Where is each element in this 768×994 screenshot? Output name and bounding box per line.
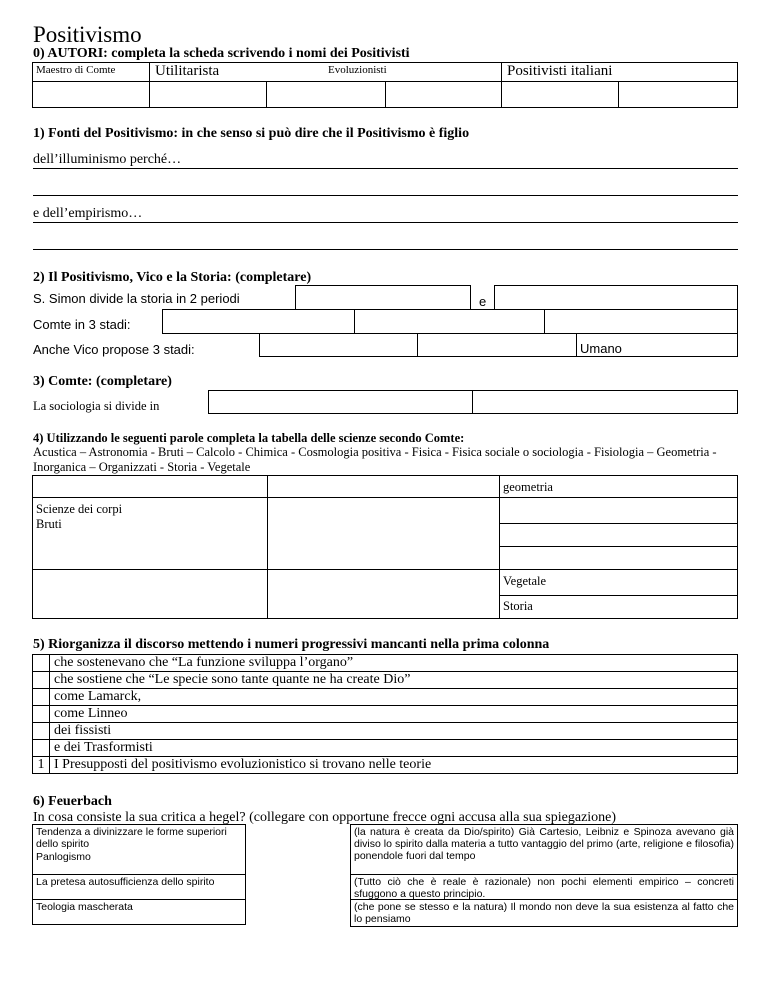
geometria-cell: geometria	[503, 480, 553, 494]
answer-cell-italiano-2[interactable]	[619, 82, 737, 107]
sociologia-part-2-box[interactable]	[472, 390, 738, 414]
sciences-table	[32, 475, 738, 619]
vico-stage-3-box	[576, 333, 738, 357]
empirismo-prompt: e dell’empirismo…	[33, 206, 143, 221]
answer-line[interactable]	[33, 168, 738, 169]
reorder-row	[33, 689, 738, 706]
answer-cell-maestro[interactable]	[33, 82, 149, 107]
simon-period-1-box[interactable]	[295, 285, 471, 310]
explanation-1[interactable]: (la natura è creata da Dio/spirito) Già Cartesio, Leibniz e Spinoza avevano già diviso lo spirito dalla materia a tutto vantaggio del primo (arte, religione e filosofia) ponendole fuori dal tempo	[354, 826, 734, 862]
reorder-row	[33, 706, 738, 723]
answer-cell-evoluzionista-1[interactable]	[267, 82, 385, 107]
accusation-box-3	[32, 874, 246, 900]
utilitarista-header: Utilitarista	[155, 63, 220, 79]
vico-label: Anche Vico propose 3 stadi:	[33, 342, 195, 357]
order-number-cell[interactable]	[33, 723, 50, 740]
section-1-heading: 1) Fonti del Positivismo: in che senso si può dire che il Positivismo è figlio	[33, 126, 470, 141]
statement-cell: come Lamarck,	[50, 689, 738, 706]
scienze-corpi-cell: Scienze dei corpi	[36, 502, 123, 516]
page-title: Positivismo	[33, 22, 142, 47]
evoluzionisti-header: Evoluzionisti	[328, 64, 387, 76]
accusation-2[interactable]: Panlogismo	[36, 851, 91, 863]
reorder-row	[33, 672, 738, 689]
statement-cell: e dei Trasformisti	[50, 740, 738, 757]
statement-cell: che sostiene che “Le specie sono tante quante ne ha create Dio”	[50, 672, 738, 689]
answer-line[interactable]	[33, 249, 738, 250]
section-2-heading: 2) Il Positivismo, Vico e la Storia: (completare)	[33, 270, 312, 285]
authors-table	[32, 62, 738, 108]
sociologia-part-1-box[interactable]	[208, 390, 473, 414]
reorder-table	[32, 654, 738, 774]
comte-stage-1-box[interactable]	[162, 309, 355, 334]
vico-stage-2-box[interactable]	[417, 333, 577, 357]
comte-stage-3-box[interactable]	[544, 309, 738, 334]
section-6-heading: 6) Feuerbach	[33, 794, 112, 809]
explanation-box-2	[350, 874, 738, 927]
sociologia-label: La sociologia si divide in	[33, 399, 160, 413]
accusation-4[interactable]: Teologia mascherata	[36, 901, 133, 913]
reorder-row	[33, 655, 738, 672]
statement-cell: I Presupposti del positivismo evoluzionistico si trovano nelle teorie	[50, 757, 738, 774]
explanation-box-1	[350, 824, 738, 875]
vico-stage-1-box[interactable]	[259, 333, 418, 357]
section-3-heading: 3) Comte: (completare)	[33, 374, 172, 389]
accusation-box-4	[32, 899, 246, 925]
reorder-row	[33, 740, 738, 757]
order-number-cell[interactable]	[33, 655, 50, 672]
order-number-cell[interactable]: 1	[33, 757, 50, 774]
simon-label: S. Simon divide la storia in 2 periodi	[33, 291, 240, 306]
illuminismo-prompt: dell’illuminismo perché…	[33, 152, 182, 167]
umano-label: Umano	[580, 341, 622, 356]
statement-cell: dei fissisti	[50, 723, 738, 740]
section-0-heading: 0) AUTORI: completa la scheda scrivendo i nomi dei Positivisti	[33, 46, 410, 61]
reorder-row	[33, 757, 738, 774]
explanation-3[interactable]: (che pone se stesso e la natura) Il mondo non deve la sua esistenza al fatto che lo pensiamo	[354, 901, 734, 925]
section-5-heading: 5) Riorganizza il discorso mettendo i numeri progressivi mancanti nella prima colonna	[33, 637, 550, 652]
order-number-cell[interactable]	[33, 740, 50, 757]
simon-period-2-box[interactable]	[494, 285, 738, 310]
answer-cell-evoluzionista-2[interactable]	[386, 82, 501, 107]
order-number-cell[interactable]	[33, 672, 50, 689]
positivisti-italiani-header: Positivisti italiani	[507, 63, 613, 79]
explanation-2[interactable]: (Tutto ciò che è reale è razionale) non pochi elementi empirico – concreti sfuggono a questo principio.	[354, 876, 734, 900]
answer-cell-italiano-1[interactable]	[502, 82, 618, 107]
order-number-cell[interactable]	[33, 706, 50, 723]
comte-label: Comte in 3 stadi:	[33, 317, 131, 332]
simon-e-label: e	[479, 294, 487, 309]
answer-line[interactable]	[33, 222, 738, 223]
feuerbach-question: In cosa consiste la sua critica a hegel? (collegare con opportune frecce ogni accusa alla sua spiegazione)	[33, 810, 617, 825]
answer-line[interactable]	[33, 195, 738, 196]
statement-cell: che sostenevano che “La funzione sviluppa l’organo”	[50, 655, 738, 672]
accusation-box-top	[32, 824, 246, 875]
accusation-3[interactable]: La pretesa autosufficienza dello spirito	[36, 876, 215, 888]
reorder-row	[33, 723, 738, 740]
section-4-heading: 4) Utilizzando le seguenti parole completa la tabella delle scienze secondo Comte:	[33, 431, 465, 445]
answer-cell-utilitarista[interactable]	[150, 82, 266, 107]
order-number-cell[interactable]	[33, 689, 50, 706]
vegetale-cell: Vegetale	[503, 574, 547, 588]
accusation-1[interactable]: Tendenza a divinizzare le forme superiori dello spirito	[36, 826, 227, 850]
statement-cell: come Linneo	[50, 706, 738, 723]
bruti-cell: Bruti	[36, 517, 62, 531]
maestro-di-comte-header: Maestro di Comte	[36, 64, 116, 76]
comte-stage-2-box[interactable]	[354, 309, 545, 334]
word-list: Acustica – Astronomia - Bruti – Calcolo - Chimica - Cosmologia positiva - Fisica - Fisica sociale o sociologia - Fisiologia – Geometria - Inorganica – Organizzati - Storia - Vegetale	[33, 445, 717, 474]
storia-cell: Storia	[503, 599, 533, 613]
